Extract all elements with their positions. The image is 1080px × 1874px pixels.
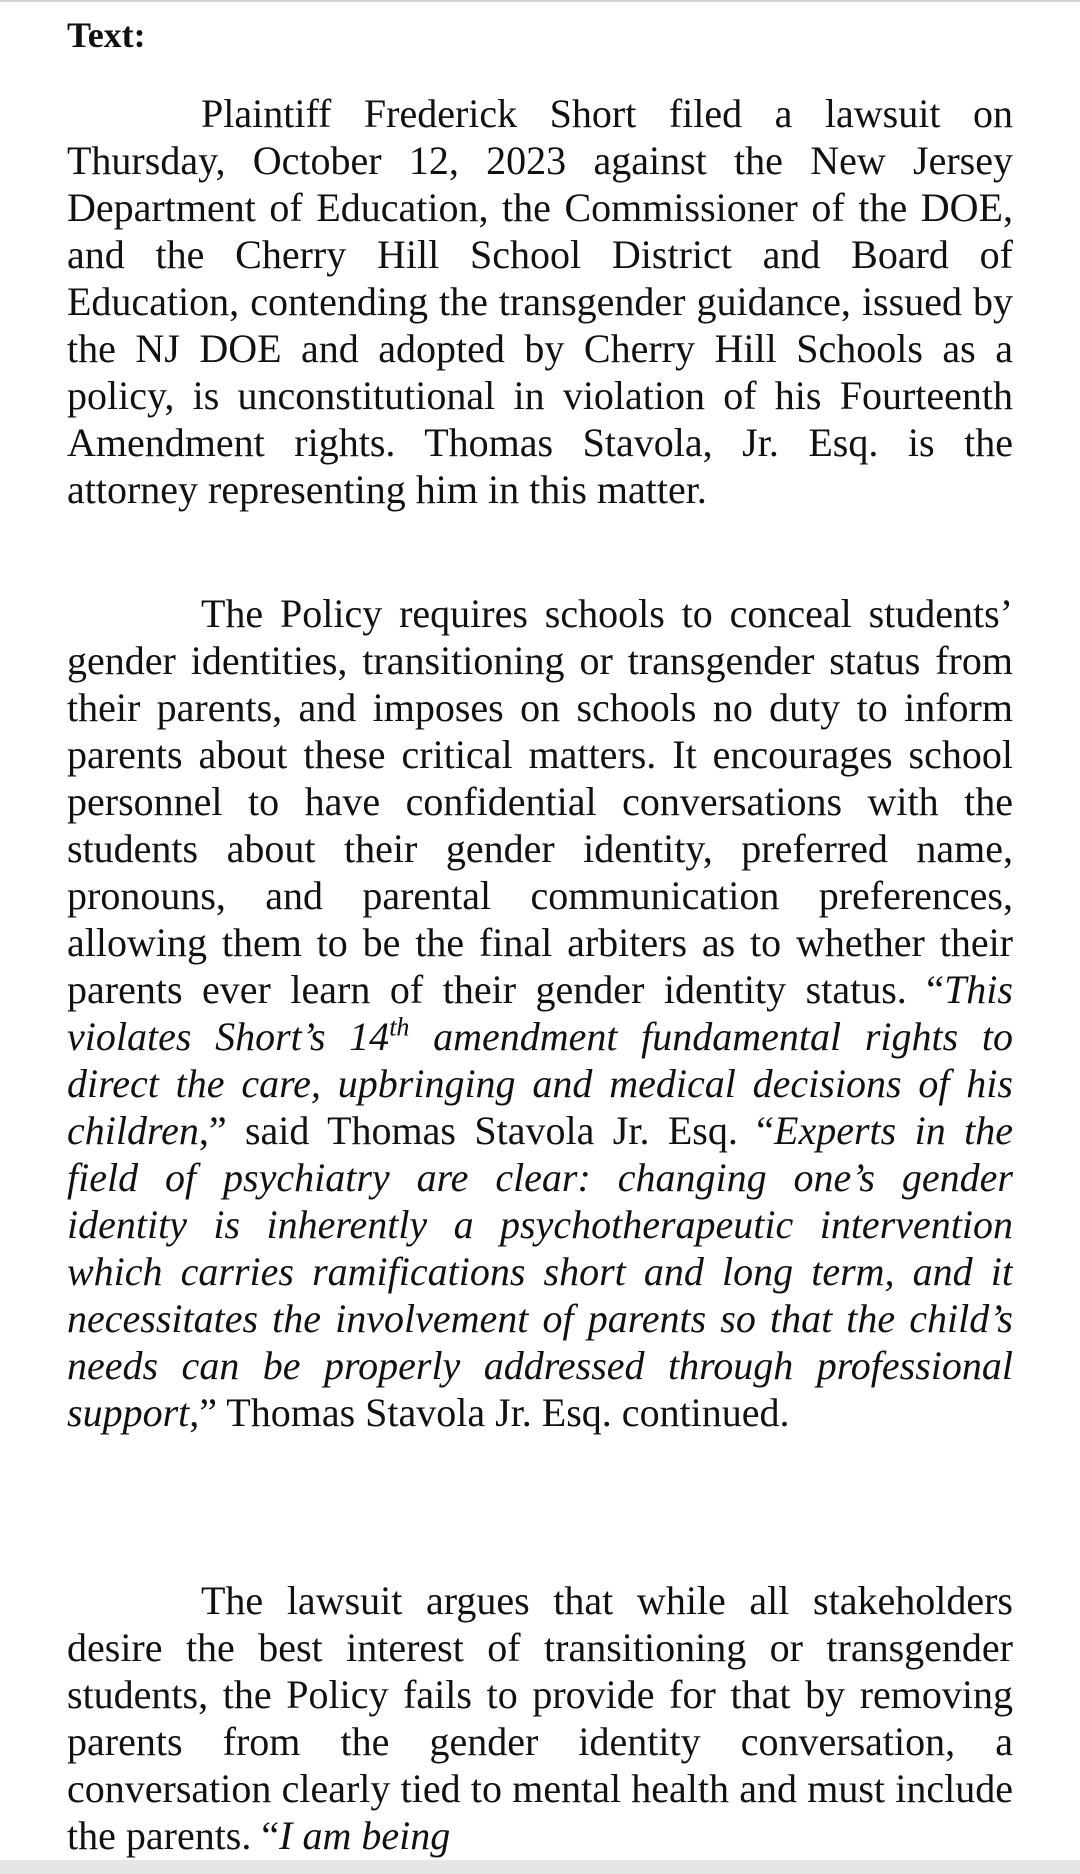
quote-attribution: ,” said Thomas Stavola Jr. Esq.: [198, 1108, 757, 1153]
paragraph-lawsuit-argues: [67, 1577, 1013, 1859]
paragraph-lead: The Policy requires schools to conceal students’ gender identities, transitioning or transgender status from their parents, and imposes on schools no duty to inform parents about these critical matters. It encourages school personnel to have confidential conversations with the students about their gender identity, preferred name, pronouns, and parental communication preferences, allowing them to be the final arbiters as to whether their parents ever learn of their gender identity status.: [67, 591, 1013, 1012]
paragraph-lead: The lawsuit argues that while all stakeholders desire the best interest of transitioning or transgender students, the Policy fails to provide for that by removing parents from the gender identity conversation, a conversation clearly tied to mental health and must include the parents.: [67, 1578, 1013, 1858]
quote-text: amendment fundamental rights to direct the care, upbringing and medical decisions of his children: [67, 1014, 1013, 1153]
quote-attribution: ,” Thomas Stavola Jr. Esq. continued.: [189, 1390, 790, 1435]
quote-truncated: I am being: [279, 1813, 451, 1858]
ordinal-superscript: th: [389, 1012, 410, 1042]
bottom-edge-strip: [0, 1860, 1080, 1874]
quote-stavola-2: Experts in the field of psychiatry are clear: changing one’s gender identity is inherently a psychotherapeutic intervention which carries ramifications short and long term, and it necessitates the involvement of parents so that the child’s needs can be properly addressed through professional support: [67, 1108, 1013, 1435]
document-page: [67, 0, 1013, 1874]
open-quote: “: [926, 967, 945, 1012]
section-heading: Text:: [67, 15, 146, 55]
paragraph-lawsuit-filed: [67, 90, 1013, 513]
quote-text: This violates Short’s 14: [67, 967, 1013, 1059]
paragraph-text: Plaintiff Frederick Short filed a lawsuit on Thursday, October 12, 2023 against the New Jersey Department of Education, the Commissioner of the DOE, and the Cherry Hill School District and Board of Education, contending the transgender guidance, issued by the NJ DOE and adopted by Cherry Hill Schools as a policy, is unconstitutional in violation of his Fourteenth Amendment rights. Thomas Stavola, Jr. Esq. is the attorney representing him in this matter.: [67, 91, 1013, 512]
paragraph-policy: [67, 590, 1013, 1436]
open-quote: “: [261, 1813, 280, 1858]
open-quote: “: [756, 1108, 775, 1153]
